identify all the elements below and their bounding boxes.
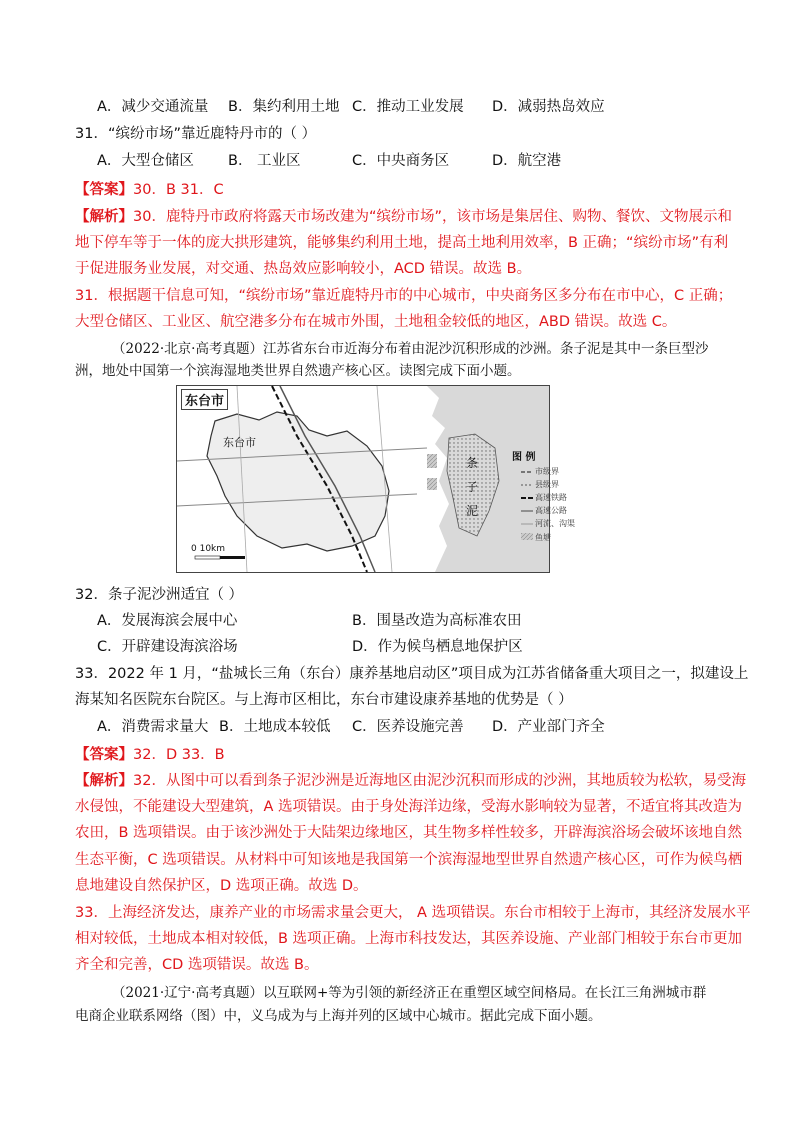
q31-option-b: B． 工业区 bbox=[228, 153, 301, 169]
q31-option-c: C．中央商务区 bbox=[352, 153, 450, 169]
q33-option-d: D．产业部门齐全 bbox=[492, 719, 605, 735]
q32-option-d: D．作为候鸟栖息地保护区 bbox=[352, 639, 523, 655]
island-label-3: 泥 bbox=[466, 504, 479, 518]
legend-item-2: 高速铁路 bbox=[535, 493, 567, 502]
legend-item-3: 高速公路 bbox=[535, 506, 567, 515]
q31-option-d: D．航空港 bbox=[492, 153, 562, 169]
q33-stem-line-1: 33．2022 年 1 月，“盐城长三角（东台）康养基地启动区”项目成为江苏省储备重大项目之一，拟建设上 bbox=[75, 666, 749, 682]
legend-item-0: 市级界 bbox=[535, 467, 559, 476]
analysis-2-line-6: 33．上海经济发达，康养产业的市场需求量会更大， A 选项错误。东台市相较于上海市，其经济发展水平 bbox=[75, 905, 751, 921]
intro-2-line-1: （2021·辽宁·高考真题）以互联网+等为引领的新经济正在重塑区域空间格局。在长江三角洲城市群 bbox=[112, 985, 707, 1001]
answer-block-1 bbox=[75, 180, 224, 200]
q30-option-c: C．推动工业发展 bbox=[352, 99, 464, 115]
analysis-2-line-1 bbox=[75, 771, 746, 791]
q30-option-b: B．集约利用土地 bbox=[228, 99, 340, 115]
analysis-text: 32．从图中可以看到条子泥沙洲是近海地区由泥沙沉积而形成的沙洲，其地质较为松软，易受海 bbox=[133, 773, 746, 789]
analysis-2-line-3: 农田，B 选项错误。由于该沙洲处于大陆架边缘地区，其生物多样性较多，开辟海滨浴场会破坏该地自然 bbox=[75, 825, 743, 841]
q33-option-b: B．土地成本较低 bbox=[219, 719, 331, 735]
q33-option-a: A．消费需求量大 bbox=[97, 719, 209, 735]
analysis-2-line-7: 相对较低，土地成本相对较低，B 选项正确。上海市科技发达，其医养设施、产业部门相较于东台市更加 bbox=[75, 931, 743, 947]
answer-text: 30．B 31．C bbox=[133, 182, 224, 198]
intro-1-line-2: 洲，地处中国第一个滨海湿地类世界自然遗产核心区。读图完成下面小题。 bbox=[75, 363, 521, 379]
analysis-2-line-2: 水侵蚀，不能建设大型建筑，A 选项错误。由于身处海洋边缘，受海水影响较为显著，不适宜将其改造为 bbox=[75, 799, 743, 815]
island-label-1: 条 bbox=[466, 456, 479, 470]
analysis-1-line-2: 地下停车等于一体的庞大拱形建筑，能够集约利用土地，提高土地利用效率，B 正确；“缤纷市场”有利 bbox=[75, 235, 729, 251]
analysis-2-line-8: 齐全和完善，CD 选项错误。故选 B。 bbox=[75, 957, 319, 973]
q33-option-c: C．医养设施完善 bbox=[352, 719, 464, 735]
analysis-text: 30．鹿特丹市政府将露天市场改建为“缤纷市场”，该市场是集居住、购物、餐饮、文物展示和 bbox=[133, 209, 732, 225]
city-label: 东台市 bbox=[223, 436, 256, 449]
map-graphic bbox=[177, 386, 549, 572]
q31-stem: 31．“缤纷市场”靠近鹿特丹市的（ ） bbox=[75, 126, 317, 142]
q30-option-d: D．减弱热岛效应 bbox=[492, 99, 605, 115]
q30-option-a: A．减少交通流量 bbox=[97, 99, 209, 115]
legend-item-1: 县级界 bbox=[535, 480, 559, 489]
analysis-2-line-4: 生态平衡，C 选项错误。从材料中可知该地是我国第一个滨海湿地型世界自然遗产核心区，可作为候鸟栖 bbox=[75, 852, 743, 868]
legend-item-4: 河流、沟渠 bbox=[535, 519, 575, 528]
map-title: 东台市 bbox=[181, 389, 228, 410]
analysis-1-line-3: 于促进服务业发展，对交通、热岛效应影响较小，ACD 错误。故选 B。 bbox=[75, 261, 532, 277]
dongtai-map-figure bbox=[176, 385, 575, 573]
legend-item-5: 鱼塘 bbox=[535, 533, 551, 542]
answer-text: 32．D 33．B bbox=[133, 747, 225, 763]
intro-2-line-2: 电商企业联系网络（图）中，义乌成为与上海并列的区域中心城市。据此完成下面小题。 bbox=[75, 1008, 602, 1024]
q32-option-b: B．围垦改造为高标准农田 bbox=[352, 613, 522, 629]
analysis-1-line-4: 31．根据题干信息可知，“缤纷市场”靠近鹿特丹市的中心城市，中央商务区多分布在市中心，C 正确； bbox=[75, 288, 733, 304]
answer-block-2 bbox=[75, 745, 225, 765]
answer-tag: 【答案】 bbox=[75, 182, 133, 198]
analysis-1-line-5: 大型仓储区、工业区、航空港多分布在城市外围，土地租金较低的地区，ABD 错误。故选 C。 bbox=[75, 314, 677, 330]
answer-tag: 【答案】 bbox=[75, 747, 133, 763]
scale-label: 0 10km bbox=[191, 544, 226, 554]
intro-1-line-1: （2022·北京·高考真题）江苏省东台市近海分布着由泥沙沉积形成的沙洲。条子泥是其中一条巨型沙 bbox=[112, 341, 709, 357]
q31-option-a: A．大型仓储区 bbox=[97, 153, 194, 169]
island-label-2: 子 bbox=[466, 480, 479, 494]
analysis-tag: 【解析】 bbox=[75, 209, 133, 225]
analysis-1-line-1 bbox=[75, 207, 732, 227]
analysis-tag: 【解析】 bbox=[75, 773, 133, 789]
q32-option-a: A．发展海滨会展中心 bbox=[97, 613, 238, 629]
legend-title: 图 例 bbox=[512, 452, 536, 463]
q32-stem: 32．条子泥沙洲适宜（ ） bbox=[75, 587, 244, 603]
q33-stem-line-2: 海某知名医院东台院区。与上海市区相比，东台市建设康养基地的优势是（ ） bbox=[75, 692, 573, 708]
q32-option-c: C．开辟建设海滨浴场 bbox=[97, 639, 238, 655]
analysis-2-line-5: 息地建设自然保护区，D 选项正确。故选 D。 bbox=[75, 878, 368, 894]
